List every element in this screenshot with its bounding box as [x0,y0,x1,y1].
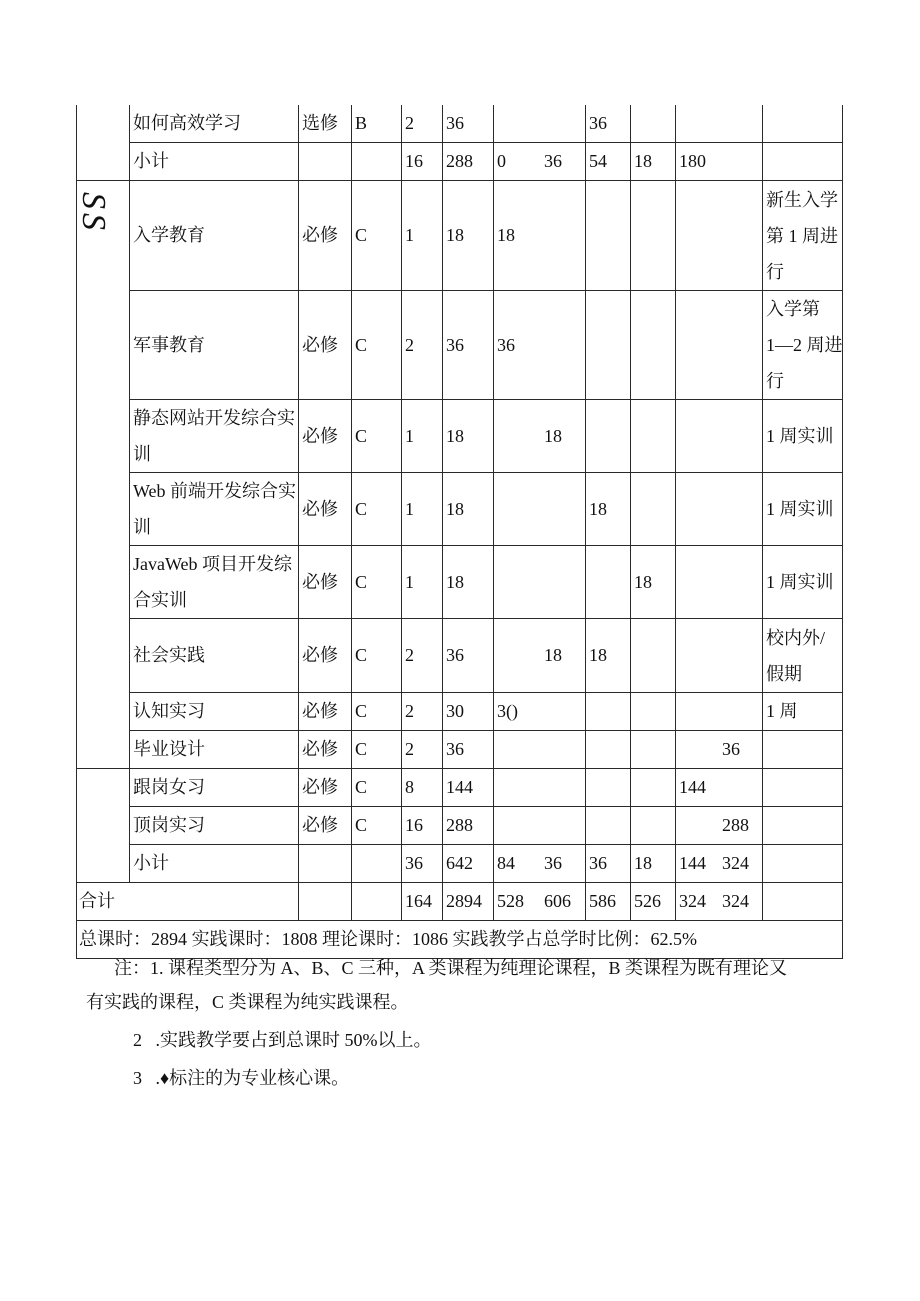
course-nature: 必修 [299,400,352,473]
category-cell [77,105,130,181]
remark [763,807,843,845]
course-type: C [352,769,402,807]
course-row [77,291,843,400]
semester-3: 18 [586,619,631,693]
semester-6 [719,473,763,546]
hours: 36 [443,619,494,693]
subtotal-row [77,143,843,181]
semester-6 [719,105,763,143]
credits: 2 [402,731,443,769]
course-type: C [352,731,402,769]
semester-4 [631,619,676,693]
semester-5 [676,181,719,291]
semester-4 [631,400,676,473]
course-row [77,619,843,693]
remark: 1 周实训 [763,473,843,546]
semester-4 [631,807,676,845]
semester-2: 606 [541,883,586,921]
course-name: 小计 [130,143,299,181]
semester-1: 36 [494,291,541,400]
semester-1 [494,546,541,619]
credits: 16 [402,807,443,845]
semester-6 [719,143,763,181]
semester-4 [631,105,676,143]
semester-6 [719,546,763,619]
semester-2: 36 [541,845,586,883]
semester-4: 18 [631,143,676,181]
credits: 8 [402,769,443,807]
course-name: 小计 [130,845,299,883]
subtotal-row [77,845,843,883]
semester-6: 324 [719,883,763,921]
credits: 2 [402,105,443,143]
semester-1 [494,769,541,807]
course-type: C [352,807,402,845]
semester-1: 18 [494,181,541,291]
hours: 36 [443,291,494,400]
semester-1 [494,731,541,769]
semester-5 [676,731,719,769]
credits: 2 [402,693,443,731]
course-nature: 必修 [299,731,352,769]
hours: 18 [443,181,494,291]
course-nature: 必修 [299,693,352,731]
course-type [352,845,402,883]
semester-3: 18 [586,473,631,546]
semester-2 [541,181,586,291]
semester-1: 84 [494,845,541,883]
semester-5 [676,619,719,693]
semester-5: 144 [676,845,719,883]
course-type: C [352,181,402,291]
semester-2: 18 [541,400,586,473]
course-nature: 必修 [299,769,352,807]
course-row [77,473,843,546]
semester-5 [676,473,719,546]
semester-6 [719,181,763,291]
semester-4 [631,731,676,769]
semester-3 [586,181,631,291]
remark [763,731,843,769]
course-nature: 选修 [299,105,352,143]
course-name: 如何高效学习 [130,105,299,143]
course-type: C [352,619,402,693]
hours: 288 [443,807,494,845]
semester-4: 526 [631,883,676,921]
total-label: 合计 [77,883,299,921]
semester-2: 36 [541,143,586,181]
course-type: C [352,546,402,619]
course-type [352,143,402,181]
course-name: JavaWeb 项目开发综 合实训 [130,546,299,619]
semester-3 [586,769,631,807]
remark: 新生入学 第 1 周进 行 [763,181,843,291]
semester-4 [631,291,676,400]
remark: 1 周实训 [763,400,843,473]
note-3: 3 .♦标注的为专业核心课。 [133,1068,350,1088]
remark [763,845,843,883]
semester-3 [586,731,631,769]
course-type: B [352,105,402,143]
course-type: C [352,291,402,400]
semester-1 [494,400,541,473]
course-name: 认知实习 [130,693,299,731]
semester-3 [586,400,631,473]
semester-3: 586 [586,883,631,921]
course-nature [299,143,352,181]
course-name: 社会实践 [130,619,299,693]
course-row [77,731,843,769]
semester-4 [631,769,676,807]
semester-2 [541,291,586,400]
course-type [352,883,402,921]
semester-1 [494,619,541,693]
semester-3 [586,291,631,400]
semester-1: 3() [494,693,541,731]
semester-1: 528 [494,883,541,921]
semester-1 [494,473,541,546]
semester-6 [719,291,763,400]
course-row [77,807,843,845]
semester-3 [586,693,631,731]
course-row [77,693,843,731]
semester-6: 288 [719,807,763,845]
course-type: C [352,473,402,546]
semester-4 [631,181,676,291]
course-name: 军事教育 [130,291,299,400]
semester-5: 180 [676,143,719,181]
hours-summary: 总课时：2894 实践课时：1808 理论课时：1086 实践教学占总学时比例：62.5% [77,921,843,959]
remark [763,769,843,807]
course-plan-table [76,105,843,959]
remark: 校内外/ 假期 [763,619,843,693]
course-type: C [352,400,402,473]
category-cell [77,769,130,883]
credits: 164 [402,883,443,921]
course-nature [299,883,352,921]
semester-2 [541,807,586,845]
semester-5 [676,105,719,143]
hours: 18 [443,546,494,619]
hours: 2894 [443,883,494,921]
semester-2 [541,546,586,619]
course-row [77,400,843,473]
credits: 1 [402,400,443,473]
hours: 144 [443,769,494,807]
semester-2 [541,473,586,546]
course-name: 静态网站开发综合实 训 [130,400,299,473]
remark: 入学第 1—2 周进 行 [763,291,843,400]
hours: 18 [443,400,494,473]
semester-1: 0 [494,143,541,181]
course-nature: 必修 [299,546,352,619]
hours: 18 [443,473,494,546]
semester-2 [541,769,586,807]
course-type: C [352,693,402,731]
note-2: 2 .实践教学要占到总课时 50%以上。 [133,1030,432,1050]
semester-5 [676,546,719,619]
semester-3: 36 [586,845,631,883]
remark [763,143,843,181]
hours: 642 [443,845,494,883]
remark [763,883,843,921]
semester-3 [586,546,631,619]
hours: 30 [443,693,494,731]
course-name: 入学教育 [130,181,299,291]
semester-2 [541,693,586,731]
semester-3: 54 [586,143,631,181]
semester-4 [631,473,676,546]
semester-6 [719,619,763,693]
semester-4: 18 [631,546,676,619]
course-name: 跟岗女习 [130,769,299,807]
hours: 288 [443,143,494,181]
credits: 36 [402,845,443,883]
hours: 36 [443,105,494,143]
semester-4 [631,693,676,731]
remark [763,105,843,143]
semester-6 [719,769,763,807]
semester-5 [676,807,719,845]
course-nature: 必修 [299,619,352,693]
hours: 36 [443,731,494,769]
semester-2 [541,105,586,143]
total-row [77,883,843,921]
category-mark: SS [75,192,112,234]
course-nature: 必修 [299,291,352,400]
course-nature: 必修 [299,807,352,845]
semester-2: 18 [541,619,586,693]
course-nature: 必修 [299,473,352,546]
semester-6 [719,693,763,731]
semester-6: 36 [719,731,763,769]
credits: 16 [402,143,443,181]
semester-5: 324 [676,883,719,921]
credits: 1 [402,546,443,619]
course-row [77,181,843,291]
course-name: 顶岗实习 [130,807,299,845]
semester-1 [494,105,541,143]
semester-6: 324 [719,845,763,883]
semester-1 [494,807,541,845]
semester-3 [586,807,631,845]
credits: 2 [402,291,443,400]
credits: 1 [402,473,443,546]
semester-5: 144 [676,769,719,807]
note-1: 注：1. 课程类型分为 A、B、C 三种，A 类课程为纯理论课程，B 类课程为既有理论又 有实践的课程，C 类课程为纯实践课程。 [86,958,788,1012]
semester-3: 36 [586,105,631,143]
category-cell [77,181,130,769]
credits: 1 [402,181,443,291]
remark: 1 周 [763,693,843,731]
course-nature: 必修 [299,181,352,291]
semester-5 [676,693,719,731]
course-row [77,769,843,807]
course-name: Web 前端开发综合实 训 [130,473,299,546]
course-name: 毕业设计 [130,731,299,769]
semester-5 [676,291,719,400]
course-row [77,546,843,619]
course-nature [299,845,352,883]
semester-5 [676,400,719,473]
remark: 1 周实训 [763,546,843,619]
semester-6 [719,400,763,473]
semester-2 [541,731,586,769]
course-row [77,105,843,143]
semester-4: 18 [631,845,676,883]
credits: 2 [402,619,443,693]
